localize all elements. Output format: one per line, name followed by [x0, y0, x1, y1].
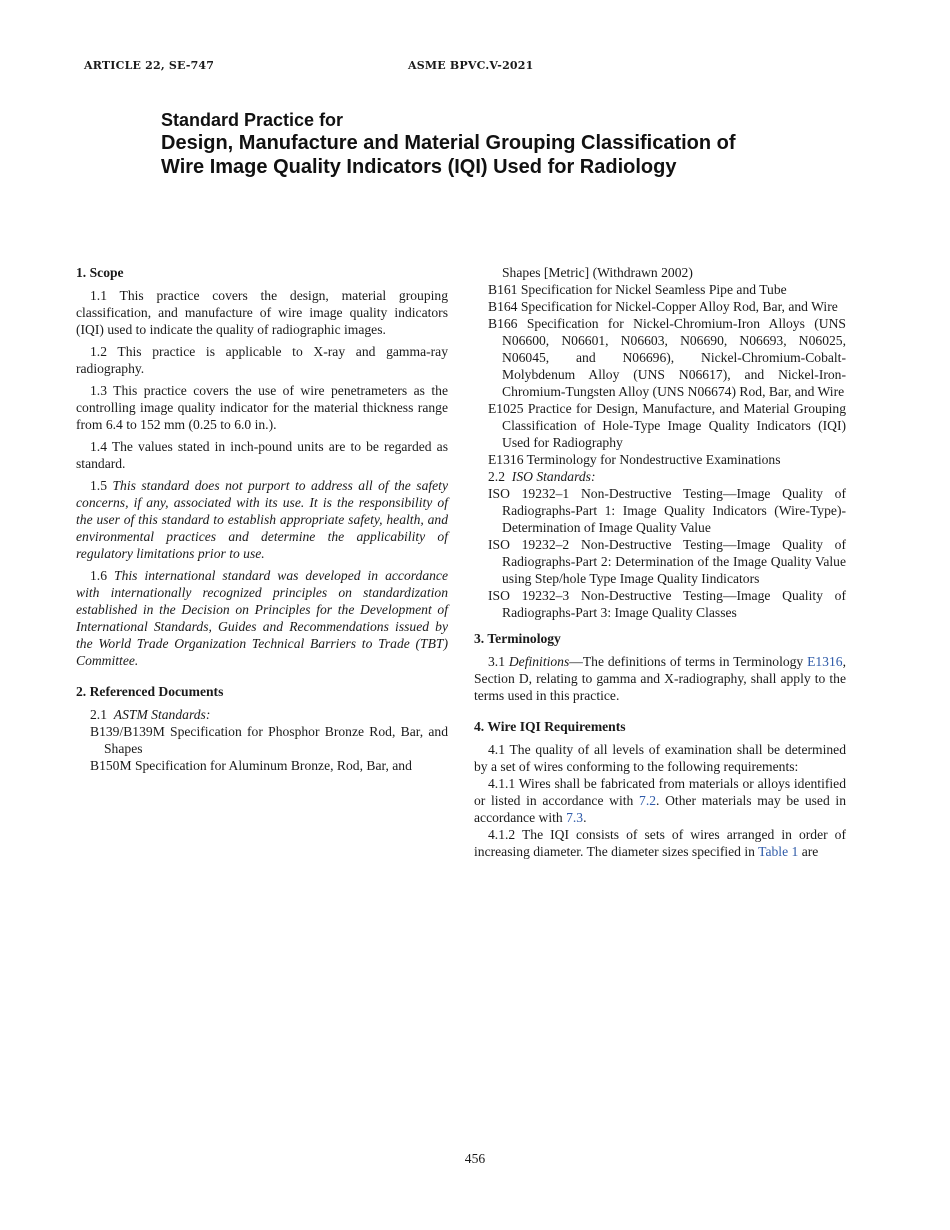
- ref-b164: B164 Specification for Nickel-Copper Alloy Rod, Bar, and Wire: [488, 299, 838, 314]
- paragraph-1-2: 1.2 This practice is applicable to X-ray and gamma-ray radiography.: [76, 344, 448, 376]
- ref-e1316: E1316 Terminology for Nondestructive Examinations: [488, 452, 781, 467]
- section-heading-wire-iqi-requirements: 4. Wire IQI Requirements: [474, 719, 626, 734]
- ref-b150-continued: Shapes [Metric] (Withdrawn 2002): [502, 265, 693, 280]
- title-line-3: Wire Image Quality Indicators (IQI) Used for Radiology: [161, 156, 677, 178]
- ref-e1025: E1025 Practice for Design, Manufacture, and Material Grouping Classification of Hole-Type Image Quality Indicators (IQI) Used for Radiography: [488, 401, 846, 450]
- paragraph-1-3: 1.3 This practice covers the use of wire penetrameters as the controlling image quality indicator for the material thickness range from 6.4 to 152 mm (0.25 to 6.0 in.).: [76, 383, 448, 432]
- paragraph-1-5-text: This standard does not purport to address all of the safety concerns, if any, associated with its use. It is the responsibility of the user of this standard to establish appropriate safety, health, and environmental practices and determine the applicability of regulatory limitations prior to use.: [76, 478, 448, 561]
- ref-iso-19232-2: ISO 19232–2 Non-Destructive Testing—Image Quality of Radiographs-Part 2: Determination of the Image Quality Value using Step/hole Type Image Quality Iindicators: [488, 537, 846, 586]
- link-section-7-2[interactable]: 7.2: [639, 793, 657, 808]
- paragraph-1-1: 1.1 This practice covers the design, material grouping classification, and manufacture of wire image quality indicators (IQI) used to indicate the quality of radiographic images.: [76, 288, 448, 337]
- astm-standards-title: ASTM Standards:: [113, 707, 211, 722]
- document-title: [161, 109, 736, 179]
- title-line-2: Design, Manufacture and Material Grouping Classification of: [161, 132, 736, 154]
- title-line-1: Standard Practice for: [161, 110, 344, 130]
- paragraph-4-1-2: [474, 826, 846, 860]
- paragraph-3-1: [474, 653, 846, 704]
- iso-standards-number: 2.2: [488, 469, 505, 484]
- paragraph-1-6-text: This international standard was developed in accordance with internationally recognized principles on standardization established in the Decision on Principles for the Development of International Standards, Guides and Recommendations issued by the World Trade Organization Technical Barriers to Trade (TBT) Committee.: [76, 568, 449, 668]
- ref-b166: B166 Specification for Nickel-Chromium-Iron Alloys (UNS N06600, N06601, N06603, N06690, N06693, N06025, N06045, and N06696), Nickel-Chromium-Cobalt-Molybdenum Alloy (UNS N06617), and Nickel-Iron-Chromium-Tungsten Alloy (UNS N06674) Rod, Bar, and Wire: [488, 316, 846, 399]
- ref-b139: B139/B139M Specification for Phosphor Bronze Rod, Bar, and Shapes: [90, 724, 448, 756]
- section-heading-scope: 1. Scope: [76, 265, 124, 280]
- paragraph-1-6-number: 1.6: [90, 568, 107, 583]
- ref-b150: B150M Specification for Aluminum Bronze, Rod, Bar, and: [90, 758, 412, 773]
- running-header-article: ARTICLE 22, SE-747: [84, 59, 215, 72]
- paragraph-4-1: 4.1 The quality of all levels of examination shall be determined by a set of wires conforming to the following requirements:: [474, 742, 846, 774]
- definitions-term: Definitions: [508, 654, 570, 669]
- paragraph-4-1-2-text-b: are: [798, 844, 819, 859]
- ref-iso-19232-1: ISO 19232–1 Non-Destructive Testing—Image Quality of Radiographs-Part 1: Image Quality Indicators (Wire-Type)-Determination of Image Quality Value: [488, 486, 846, 535]
- paragraph-3-1-number: 3.1: [488, 654, 505, 669]
- right-column: [474, 264, 846, 860]
- paragraph-3-1-text-a: —The definitions of terms in Terminology: [569, 654, 808, 669]
- paragraph-4-1-1-text-b: . Other materials may be used in accordance with: [474, 793, 846, 825]
- section-heading-terminology: 3. Terminology: [474, 631, 561, 646]
- paragraph-3-1-text-b: , Section D, relating to gamma and X-radiography, shall apply to the terms used in this practice.: [474, 654, 846, 703]
- page-number: 456: [464, 1151, 486, 1166]
- paragraph-4-1-1-text-c: .: [583, 810, 587, 825]
- paragraph-4-1-1-text-a: 4.1.1 Wires shall be fabricated from materials or alloys identified or listed in accordance with: [474, 776, 846, 808]
- iso-standards-title: ISO Standards:: [511, 469, 596, 484]
- paragraph-4-1-2-text-a: 4.1.2 The IQI consists of sets of wires arranged in order of increasing diameter. The diameter sizes specified in: [474, 827, 846, 859]
- paragraph-1-6: [76, 567, 448, 669]
- left-column: [76, 264, 448, 774]
- paragraph-1-4: 1.4 The values stated in inch-pound units are to be regarded as standard.: [76, 439, 448, 471]
- link-table-1[interactable]: Table 1: [758, 844, 799, 859]
- astm-standards-number: 2.1: [90, 707, 107, 722]
- paragraph-1-5: [76, 477, 448, 562]
- ref-b161: B161 Specification for Nickel Seamless Pipe and Tube: [488, 282, 787, 297]
- iso-standards-label: [474, 468, 846, 485]
- paragraph-4-1-1: [474, 775, 846, 826]
- link-e1316[interactable]: E1316: [807, 654, 843, 669]
- ref-iso-19232-3: ISO 19232–3 Non-Destructive Testing—Image Quality of Radiographs-Part 3: Image Quality Classes: [488, 588, 846, 620]
- paragraph-1-5-number: 1.5: [90, 478, 107, 493]
- astm-standards-label: [76, 706, 448, 723]
- link-section-7-3[interactable]: 7.3: [566, 810, 584, 825]
- section-heading-referenced-documents: 2. Referenced Documents: [76, 684, 224, 699]
- running-header-code: ASME BPVC.V-2021: [408, 59, 534, 72]
